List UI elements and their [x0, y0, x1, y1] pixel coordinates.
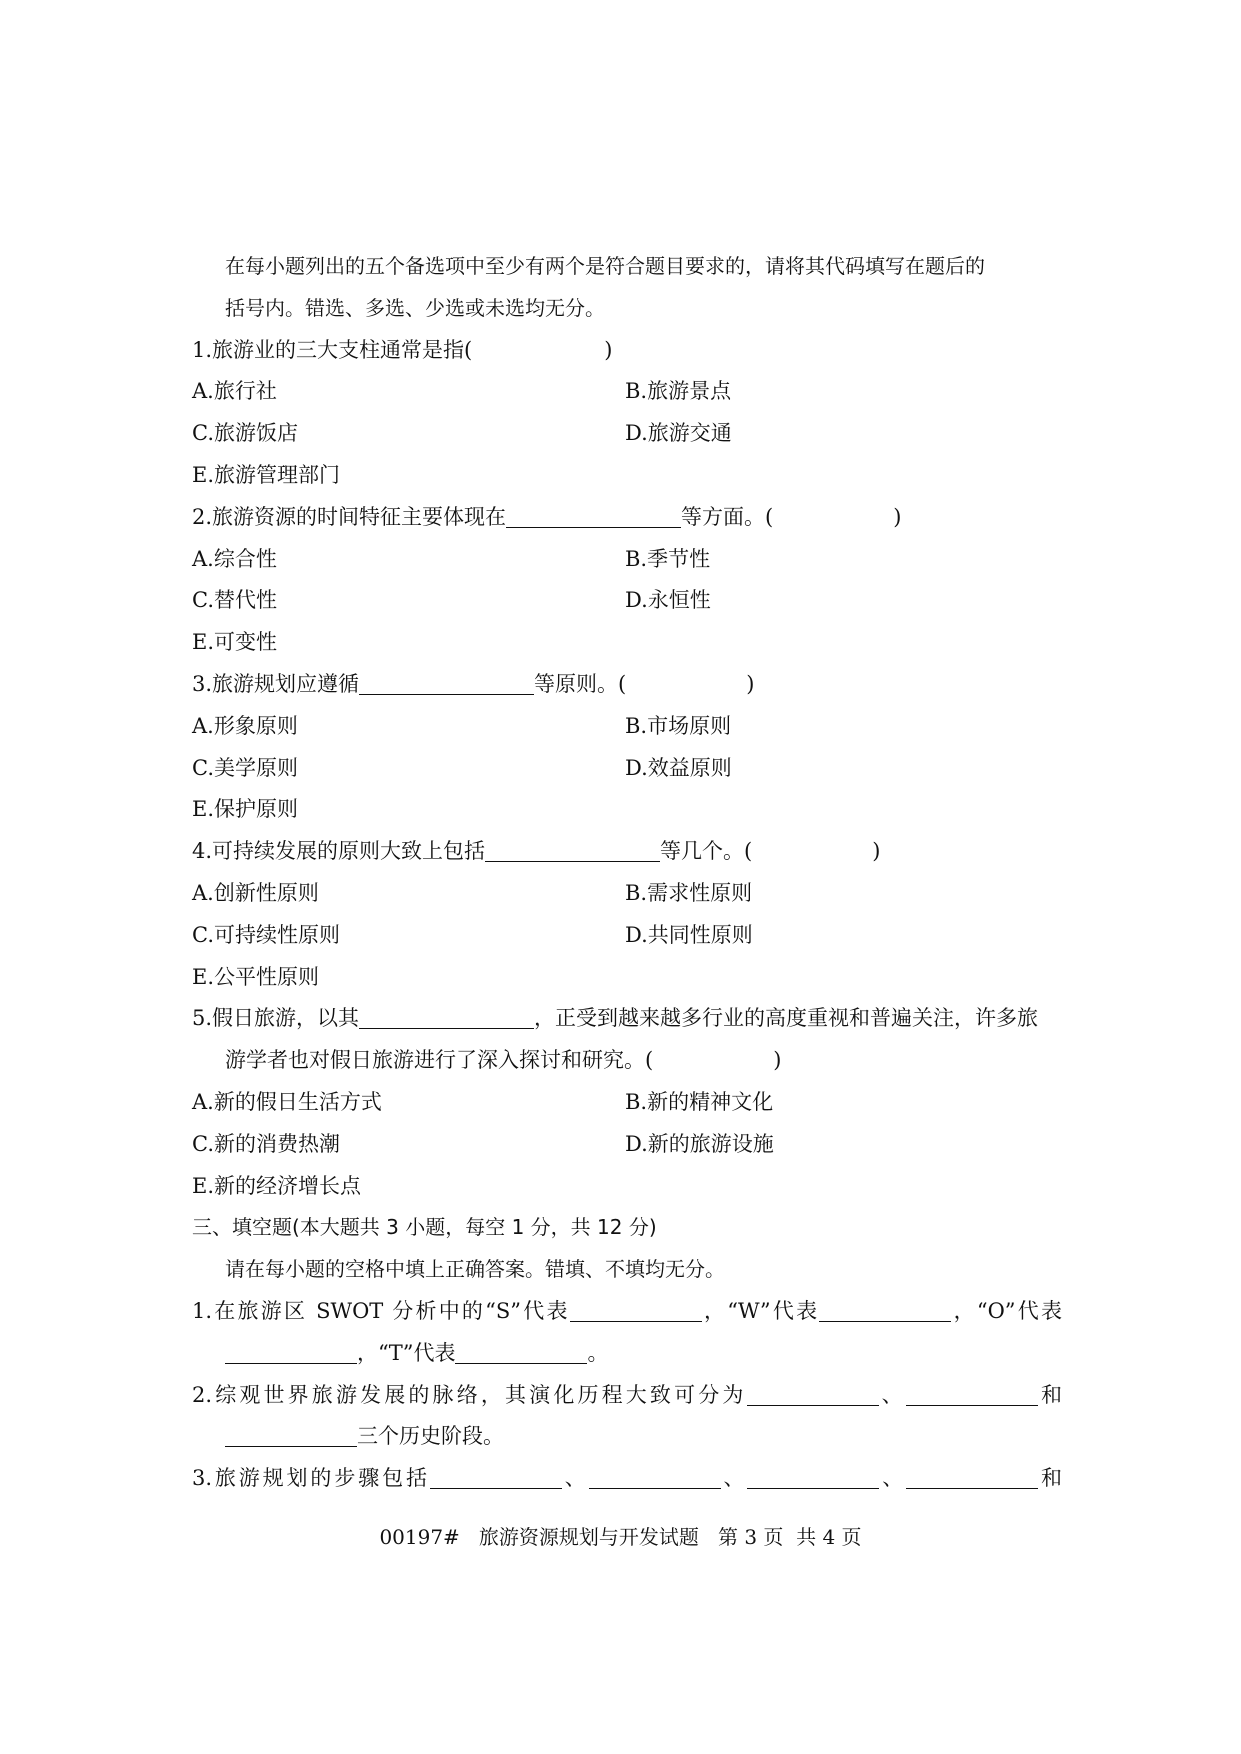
fill-blank	[570, 1294, 702, 1322]
question-2	[192, 497, 1062, 539]
separator: 、	[878, 1382, 906, 1407]
question-text: ，“O”代表	[951, 1298, 1062, 1323]
separator: 、	[879, 1466, 907, 1491]
separator: 、	[720, 1466, 748, 1491]
option-row	[192, 706, 1062, 748]
option-a: A.创新性原则	[192, 880, 319, 905]
fill-question-1	[192, 1291, 1062, 1333]
question-4	[192, 831, 1062, 873]
fill-blank	[455, 1336, 587, 1364]
question-close-paren: )	[872, 839, 881, 864]
option-row	[192, 622, 1062, 664]
option-row	[192, 789, 1062, 831]
question-text-mid: 等原则。(	[534, 671, 627, 696]
option-c: C.替代性	[192, 588, 277, 613]
fill-blank	[359, 1001, 534, 1029]
option-d: D.旅游交通	[625, 421, 732, 446]
question-text: 。	[587, 1340, 609, 1365]
option-row	[192, 915, 1062, 957]
fill-blank	[485, 834, 660, 862]
option-c: C.可持续性原则	[192, 922, 340, 947]
question-text: 1.在旅游区 SWOT 分析中的“S”代表	[192, 1298, 570, 1323]
option-b: B.需求性原则	[625, 880, 753, 905]
fill-blank	[906, 1461, 1038, 1489]
option-d: D.新的旅游设施	[625, 1131, 774, 1156]
option-e: E.旅游管理部门	[192, 462, 341, 487]
question-text: 2.旅游资源的时间特征主要体现在	[192, 504, 507, 529]
option-c: C.旅游饭店	[192, 421, 298, 446]
fill-blank	[225, 1336, 357, 1364]
fill-blank	[819, 1294, 951, 1322]
option-a: A.综合性	[192, 546, 277, 571]
question-text-mid: ，正受到越来越多行业的高度重视和普遍关注，许多旅	[534, 1006, 1039, 1031]
conjunction: 和	[1037, 1382, 1062, 1407]
option-b: B.季节性	[625, 546, 711, 571]
fill-blank	[225, 1419, 357, 1447]
conjunction: 和	[1038, 1466, 1063, 1491]
option-c: C.美学原则	[192, 755, 298, 780]
question-text: 1.旅游业的三大支柱通常是指(	[192, 337, 473, 362]
option-c: C.新的消费热潮	[192, 1131, 340, 1156]
question-text: 3.旅游规划应遵循	[192, 671, 360, 696]
option-e: E.新的经济增长点	[192, 1173, 362, 1198]
question-5	[192, 998, 1062, 1040]
option-e: E.保护原则	[192, 797, 299, 822]
question-text: 三个历史阶段。	[357, 1424, 504, 1449]
option-row	[192, 957, 1062, 999]
fill-blank	[506, 500, 681, 528]
exam-page-content	[192, 246, 1062, 1500]
option-d: D.效益原则	[625, 755, 732, 780]
question-text: ，“W”代表	[701, 1298, 820, 1323]
question-text: 2.综观世界旅游发展的脉络，其演化历程大致可分为	[192, 1382, 747, 1407]
section-instruction-line-2: 括号内。错选、多选、少选或未选均无分。	[225, 295, 605, 320]
fill-blank	[906, 1378, 1038, 1406]
option-e: E.公平性原则	[192, 964, 320, 989]
option-row	[192, 873, 1062, 915]
option-d: D.永恒性	[625, 588, 711, 613]
option-row	[192, 1166, 1062, 1208]
option-d: D.共同性原则	[625, 922, 753, 947]
option-b: B.市场原则	[625, 713, 732, 738]
option-a: A.新的假日生活方式	[192, 1089, 382, 1114]
fill-blank	[359, 667, 534, 695]
option-a: A.旅行社	[192, 379, 277, 404]
option-b: B.新的精神文化	[625, 1089, 774, 1114]
question-5-continued	[192, 1040, 1062, 1082]
fill-blank	[589, 1461, 721, 1489]
question-3	[192, 664, 1062, 706]
separator: 、	[561, 1466, 589, 1491]
option-e: E.可变性	[192, 630, 278, 655]
question-text: ，“T”代表	[357, 1340, 456, 1365]
question-text-mid: 等几个。(	[660, 839, 753, 864]
question-close-paren: )	[893, 504, 902, 529]
section-3-instruction: 请在每小题的空格中填上正确答案。错填、不填均无分。	[225, 1257, 725, 1282]
option-a: A.形象原则	[192, 713, 298, 738]
section-instruction-line-1: 在每小题列出的五个备选项中至少有两个是符合题目要求的，请将其代码填写在题后的	[225, 254, 985, 278]
option-row	[192, 413, 1062, 455]
question-close-paren: )	[604, 337, 613, 362]
question-close-paren: )	[773, 1048, 782, 1073]
fill-question-2	[192, 1375, 1062, 1417]
question-close-paren: )	[746, 671, 755, 696]
section-3-heading: 三、填空题(本大题共 3 小题，每空 1 分，共 12 分)	[192, 1215, 657, 1240]
fill-question-3	[192, 1458, 1062, 1500]
option-row	[192, 455, 1062, 497]
option-row	[192, 539, 1062, 581]
option-row	[192, 1082, 1062, 1124]
fill-blank	[747, 1461, 879, 1489]
fill-question-1-continued	[192, 1333, 1062, 1375]
question-text: 4.可持续发展的原则大致上包括	[192, 839, 486, 864]
page-footer: 00197# 旅游资源规划与开发试题 第 3 页 共 4 页	[379, 1525, 862, 1549]
question-text-mid: 等方面。(	[681, 504, 774, 529]
fill-blank	[430, 1461, 562, 1489]
option-b: B.旅游景点	[625, 379, 732, 404]
question-text: 5.假日旅游，以其	[192, 1006, 360, 1031]
option-row	[192, 1124, 1062, 1166]
question-1	[192, 330, 1062, 372]
fill-blank	[747, 1378, 879, 1406]
option-row	[192, 580, 1062, 622]
question-text: 游学者也对假日旅游进行了深入探讨和研究。(	[225, 1048, 654, 1073]
option-row	[192, 371, 1062, 413]
question-text: 3.旅游规划的步骤包括	[192, 1466, 430, 1491]
option-row	[192, 748, 1062, 790]
fill-question-2-continued	[192, 1416, 1062, 1458]
